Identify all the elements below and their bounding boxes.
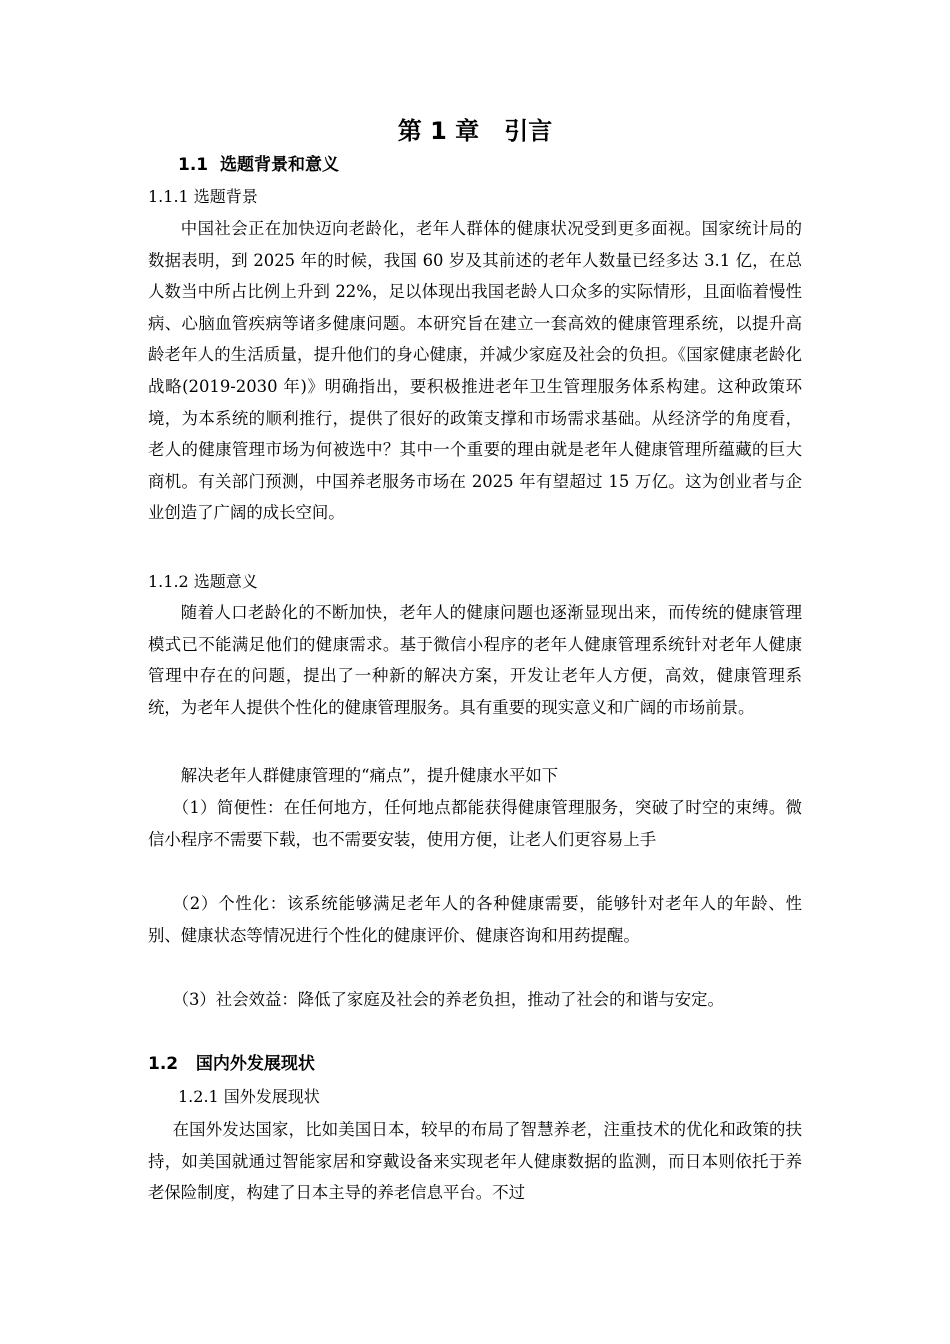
subsection-heading-1-1-2: 1.1.2 选题意义 (148, 572, 258, 591)
chapter-title: 第 1 章 引言 (397, 117, 553, 145)
list-item-social-benefit: （3）社会效益：降低了家庭及社会的养老负担，推动了社会的和谐与安定。 (172, 990, 724, 1009)
section-heading-1-2: 1.2 国内外发展现状 (148, 1054, 315, 1074)
subsection-heading-1-1-1: 1.1.1 选题背景 (148, 187, 258, 206)
section-heading-1-1: 1.1 选题背景和意义 (178, 155, 339, 175)
list-item-personalization: （2）个性化：该系统能够满足老年人的各种健康需要，能够针对老年人的年龄、性别、健康状态等情况进行个性化的健康评价、健康咨询和用药提醒。 (148, 894, 802, 945)
subsection-heading-1-2-1: 1.2.1 国外发展现状 (178, 1087, 320, 1106)
paragraph-foreign-status: 在国外发达国家，比如美国日本，较早的布局了智慧养老，注重技术的优化和政策的扶持，如美国就通过智能家居和穿戴设备来实现老年人健康数据的监测，而日本则依托于养老保险制度，构建了日本主导的养老信息平台。不过 (148, 1120, 802, 1203)
paragraph-pain-points-intro: 解决老年人群健康管理的“痛点”，提升健康水平如下 (180, 766, 559, 785)
paragraph-significance: 随着人口老龄化的不断加快，老年人的健康问题也逐渐显现出来，而传统的健康管理模式已不能满足他们的健康需求。基于微信小程序的老年人健康管理系统针对老年人健康管理中存在的问题，提出了一种新的解决方案，开发让老年人方便，高效，健康管理系统，为老年人提供个性化的健康管理服务。具有重要的现实意义和广阔的市场前景。 (148, 603, 802, 717)
list-item-convenience: （1）简便性：在任何地方，任何地点都能获得健康管理服务，突破了时空的束缚。微信小程序不需要下载，也不需要安装，使用方便，让老人们更容易上手 (148, 798, 802, 849)
paragraph-background: 中国社会正在加快迈向老龄化，老年人群体的健康状况受到更多面视。国家统计局的数据表明，到 2025 年的时候，我国 60 岁及其前述的老年人数量已经多达 3.1 亿，在总人数当中所占比例上升到 22%，足以体现出我国老龄人口众多的实际情形，且面临着慢性病、心脑血管疾病等诸多健康问题。本研究旨在建立一套高效的健康管理系统，以提升高龄老年人的生活质量，提升他们的身心健康，并减少家庭及社会的负担。《国家健康老龄化战略(2019-2030 年)》明确指出，要积极推进老年卫生管理服务体系构建。这种政策环境，为本系统的顺利推行，提供了很好的政策支撑和市场需求基础。从经济学的角度看，老人的健康管理市场为何被选中？其中一个重要的理由就是老年人健康管理所蕴藏的巨大商机。有关部门预测，中国养老服务市场在 2025 年有望超过 15 万亿。这为创业者与企业创造了广阔的成长空间。 (148, 219, 802, 523)
